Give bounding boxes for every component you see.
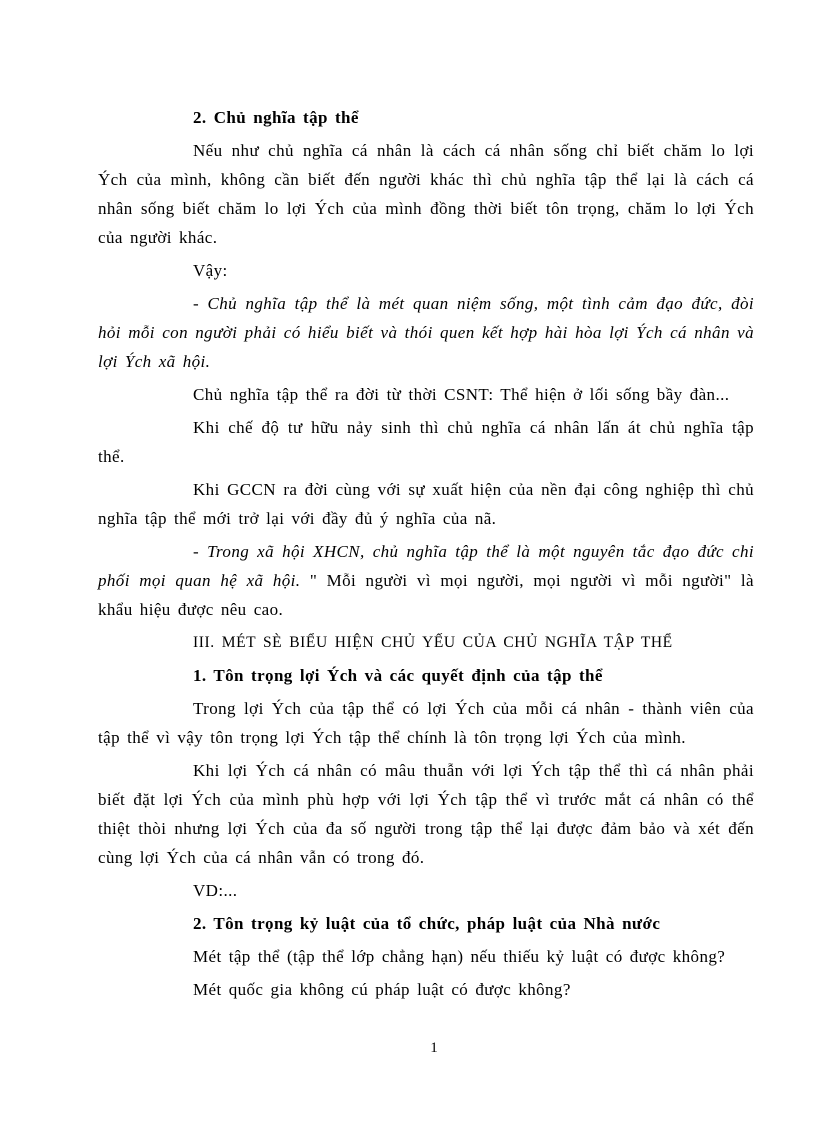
paragraph: Nếu như chủ nghĩa cá nhân là cách cá nhân sống chỉ biết chăm lo lợi Ých của mình, không cần biết đến người khác thì chủ nghĩa tập thể lại là cách cá nhân sống biết chăm lo lợi Ých của mình đồng thời biết tôn trọng, chăm lo lợi Ých của người khác. [98, 141, 754, 247]
paragraph-regular-part: " Mỗi người vì mọi người, mọi người vì mỗi người" là khẩu hiệu được nêu cao. [98, 571, 754, 619]
document-body [98, 103, 754, 1008]
paragraph: Khi lợi Ých cá nhân có mâu thuẫn với lợi Ých tập thể thì cá nhân phải biết đặt lợi Ých của mình phù hợp với lợi Ých tập thể vì trước mắt cá nhân có thể thiệt thòi nhưng lợi Ých của đa số người trong tập thể lại được đảm bảo và xét đến cùng lợi Ých của cá nhân vẫn có trong đó. [98, 761, 754, 867]
section-heading-2-ton-trong-ky-luat: 2. Tôn trọng kỷ luật của tổ chức, pháp luật của Nhà nước [193, 914, 661, 933]
paragraph: Chủ nghĩa tập thể ra đời từ thời CSNT: Thể hiện ở lối sống bầy đàn... [193, 385, 730, 404]
paragraph: Mét tập thể (tập thể lớp chẳng hạn) nếu thiếu kỷ luật có được không? [193, 947, 726, 966]
paragraph-definition-italic: - Chủ nghĩa tập thể là mét quan niệm sống, một tình cảm đạo đức, đòi hỏi mỗi con người phải có hiểu biết và thói quen kết hợp hài hòa lợi Ých cá nhân và lợi Ých xã hội. [98, 294, 754, 371]
section-heading-iii: III. MÉT SÈ BIỂU HIỆN CHỦ YẾU CỦA CHỦ NGHĨA TẬP THỂ [193, 634, 673, 651]
paragraph-italic-part: - Trong xã hội XHCN, chủ nghĩa tập thể là một nguyên tắc đạo đức chi phối mọi quan hệ xã hội. [98, 542, 754, 590]
paragraph: Mét quốc gia không cú pháp luật có được không? [193, 980, 571, 999]
section-heading-1-ton-trong-loi-ich: 1. Tôn trọng lợi Ých và các quyết định của tập thể [193, 666, 603, 685]
paragraph: Trong lợi Ých của tập thể có lợi Ých của mỗi cá nhân - thành viên của tập thể vì vậy tôn trọng lợi Ých tập thể chính là tôn trọng lợi Ých của mình. [98, 699, 754, 747]
page-number: 1 [430, 1040, 438, 1056]
paragraph: Vậy: [193, 261, 228, 280]
section-heading-2-chu-nghia-tap-the: 2. Chủ nghĩa tập thể [193, 108, 359, 127]
paragraph: Khi GCCN ra đời cùng với sự xuất hiện của nền đại công nghiệp thì chủ nghĩa tập thể mới trở lại với đầy đủ ý nghĩa của nã. [98, 480, 754, 528]
paragraph: VD:... [193, 881, 238, 900]
paragraph: Khi chế độ tư hữu nảy sinh thì chủ nghĩa cá nhân lấn át chủ nghĩa tập thể. [98, 418, 754, 466]
paragraph-mixed-italic [98, 537, 754, 624]
